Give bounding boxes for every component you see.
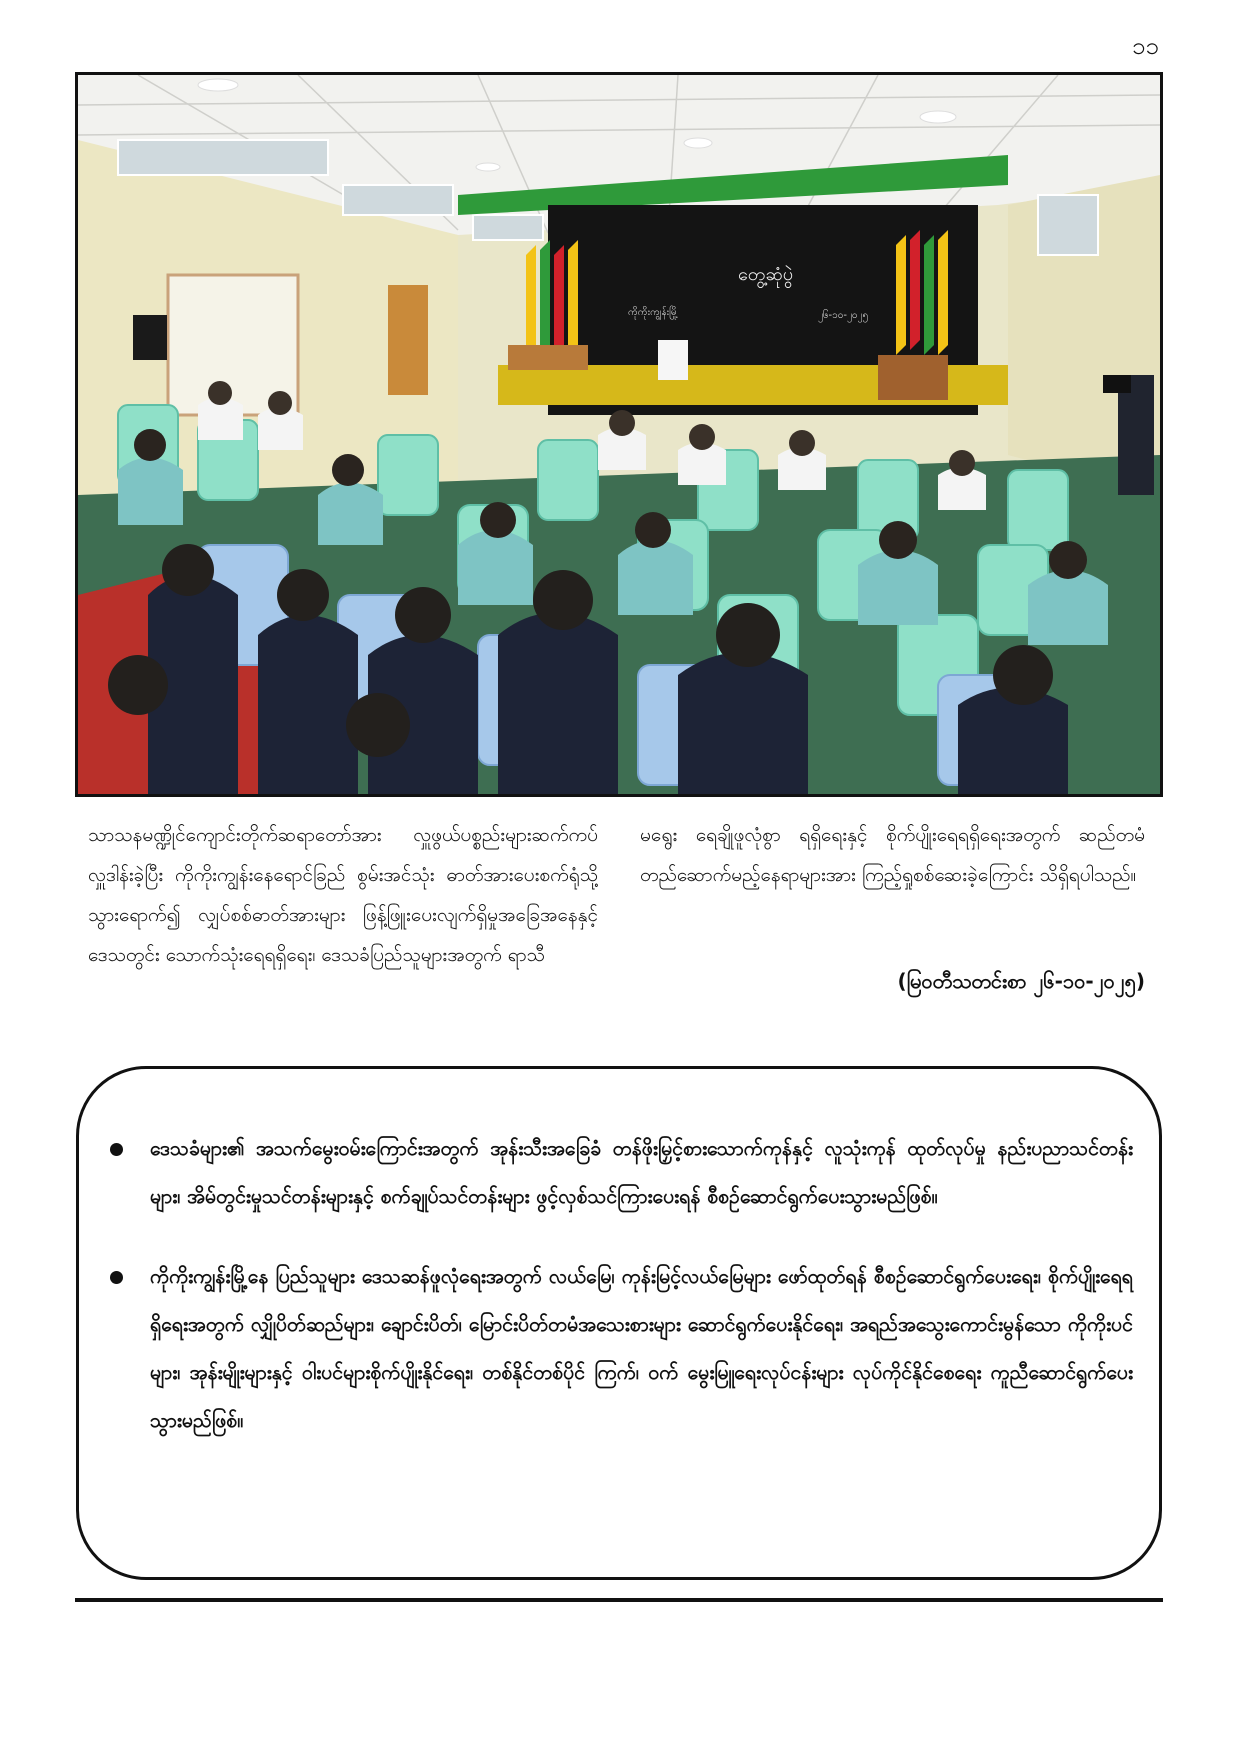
list-item <box>108 1125 1133 1221</box>
bottom-rule <box>75 1598 1163 1602</box>
article-right-column: မရွေး ရေချိုဖူလုံစွာ ရရှိရေးနှင့် စိုက်ပျိုးရေရရှိရေးအတွက် ဆည်တမံတည်ဆောက်မည့်နေရာများအား ကြည့်ရှုစစ်ဆေးခဲ့ကြောင်း သိရှိရပါသည်။ <box>640 824 1145 886</box>
highlight-text: ကိုကိုးကျွန်းမြို့နေ ပြည်သူများ ဒေသဆန်ဖူလုံရေးအတွက် လယ်မြေ၊ ကုန်းမြင့်လယ်မြေများ ဖော်ထုတ်ရန် စီစဉ်ဆောင်ရွက်ပေးရေး၊ စိုက်ပျိုးရေရရှိရေးအတွက် လျှိုပိတ်ဆည်များ၊ ချောင်းပိတ်၊ မြောင်းပိတ်တမံအသေးစားများ ဆောင်ရွက်ပေးနိုင်ရေး၊ အရည်အသွေးကောင်းမွန်သော ကိုကိုးပင်များ၊ အုန်းမျိုးများနှင့် ဝါးပင်များစိုက်ပျိုးနိုင်ရေး၊ တစ်နိုင်တစ်ပိုင် ကြက်၊ ဝက် မွေးမြူရေးလုပ်ငန်းများ လုပ်ကိုင်နိုင်စေရေး ကူညီဆောင်ရွက်ပေးသွားမည်ဖြစ်။ <box>150 1265 1133 1432</box>
page-number: ၁၁ <box>1132 32 1159 60</box>
bullet-icon <box>110 1271 123 1284</box>
stage-left-caption: ကိုကိုးကျွန်းမြို့ <box>628 307 679 318</box>
news-source: (မြဝတီသတင်းစာ ၂၆-၁၀-၂၀၂၅) <box>897 969 1145 993</box>
list-item <box>108 1253 1133 1445</box>
meeting-photo <box>75 72 1163 797</box>
bullet-icon <box>110 1143 123 1156</box>
highlight-text: ဒေသခံများ၏ အသက်မွေးဝမ်းကြောင်းအတွက် အုန်းသီးအခြေခံ တန်ဖိုးမြှင့်စားသောက်ကုန်နှင့် လူသုံးကုန် ထုတ်လုပ်မှု နည်းပညာသင်တန်းများ၊ အိမ်တွင်းမှုသင်တန်းများနှင့် စက်ချုပ်သင်တန်းများ ဖွင့်လှစ်သင်ကြားပေးရန် စီစဉ်ဆောင်ရွက်ပေးသွားမည်ဖြစ်။ <box>150 1137 1133 1208</box>
article-left-column: သာသနမဏ္ဍိုင်ကျောင်းတိုက်ဆရာတော်အား လှူဖွယ်ပစ္စည်းများဆက်ကပ်လှူဒါန်းခဲ့ပြီး ကိုကိုးကျွန်းနေရောင်ခြည် စွမ်းအင်သုံး ဓာတ်အားပေးစက်ရုံသို့ သွားရောက်၍ လျှပ်စစ်ဓာတ်အားများ ဖြန့်ဖြူးပေးလျက်ရှိမှုအခြေအနေနှင့် ဒေသတွင်း သောက်သုံးရေရရှိရေး၊ ဒေသခံပြည်သူများအတွက် ရာသီ <box>88 824 598 966</box>
stage-banner-text: တွေ့ဆုံပွဲ <box>738 264 793 285</box>
highlights-list <box>108 1125 1133 1445</box>
stage-right-caption: ၂၆-၁၀-၂၀၂၅ <box>818 310 869 321</box>
